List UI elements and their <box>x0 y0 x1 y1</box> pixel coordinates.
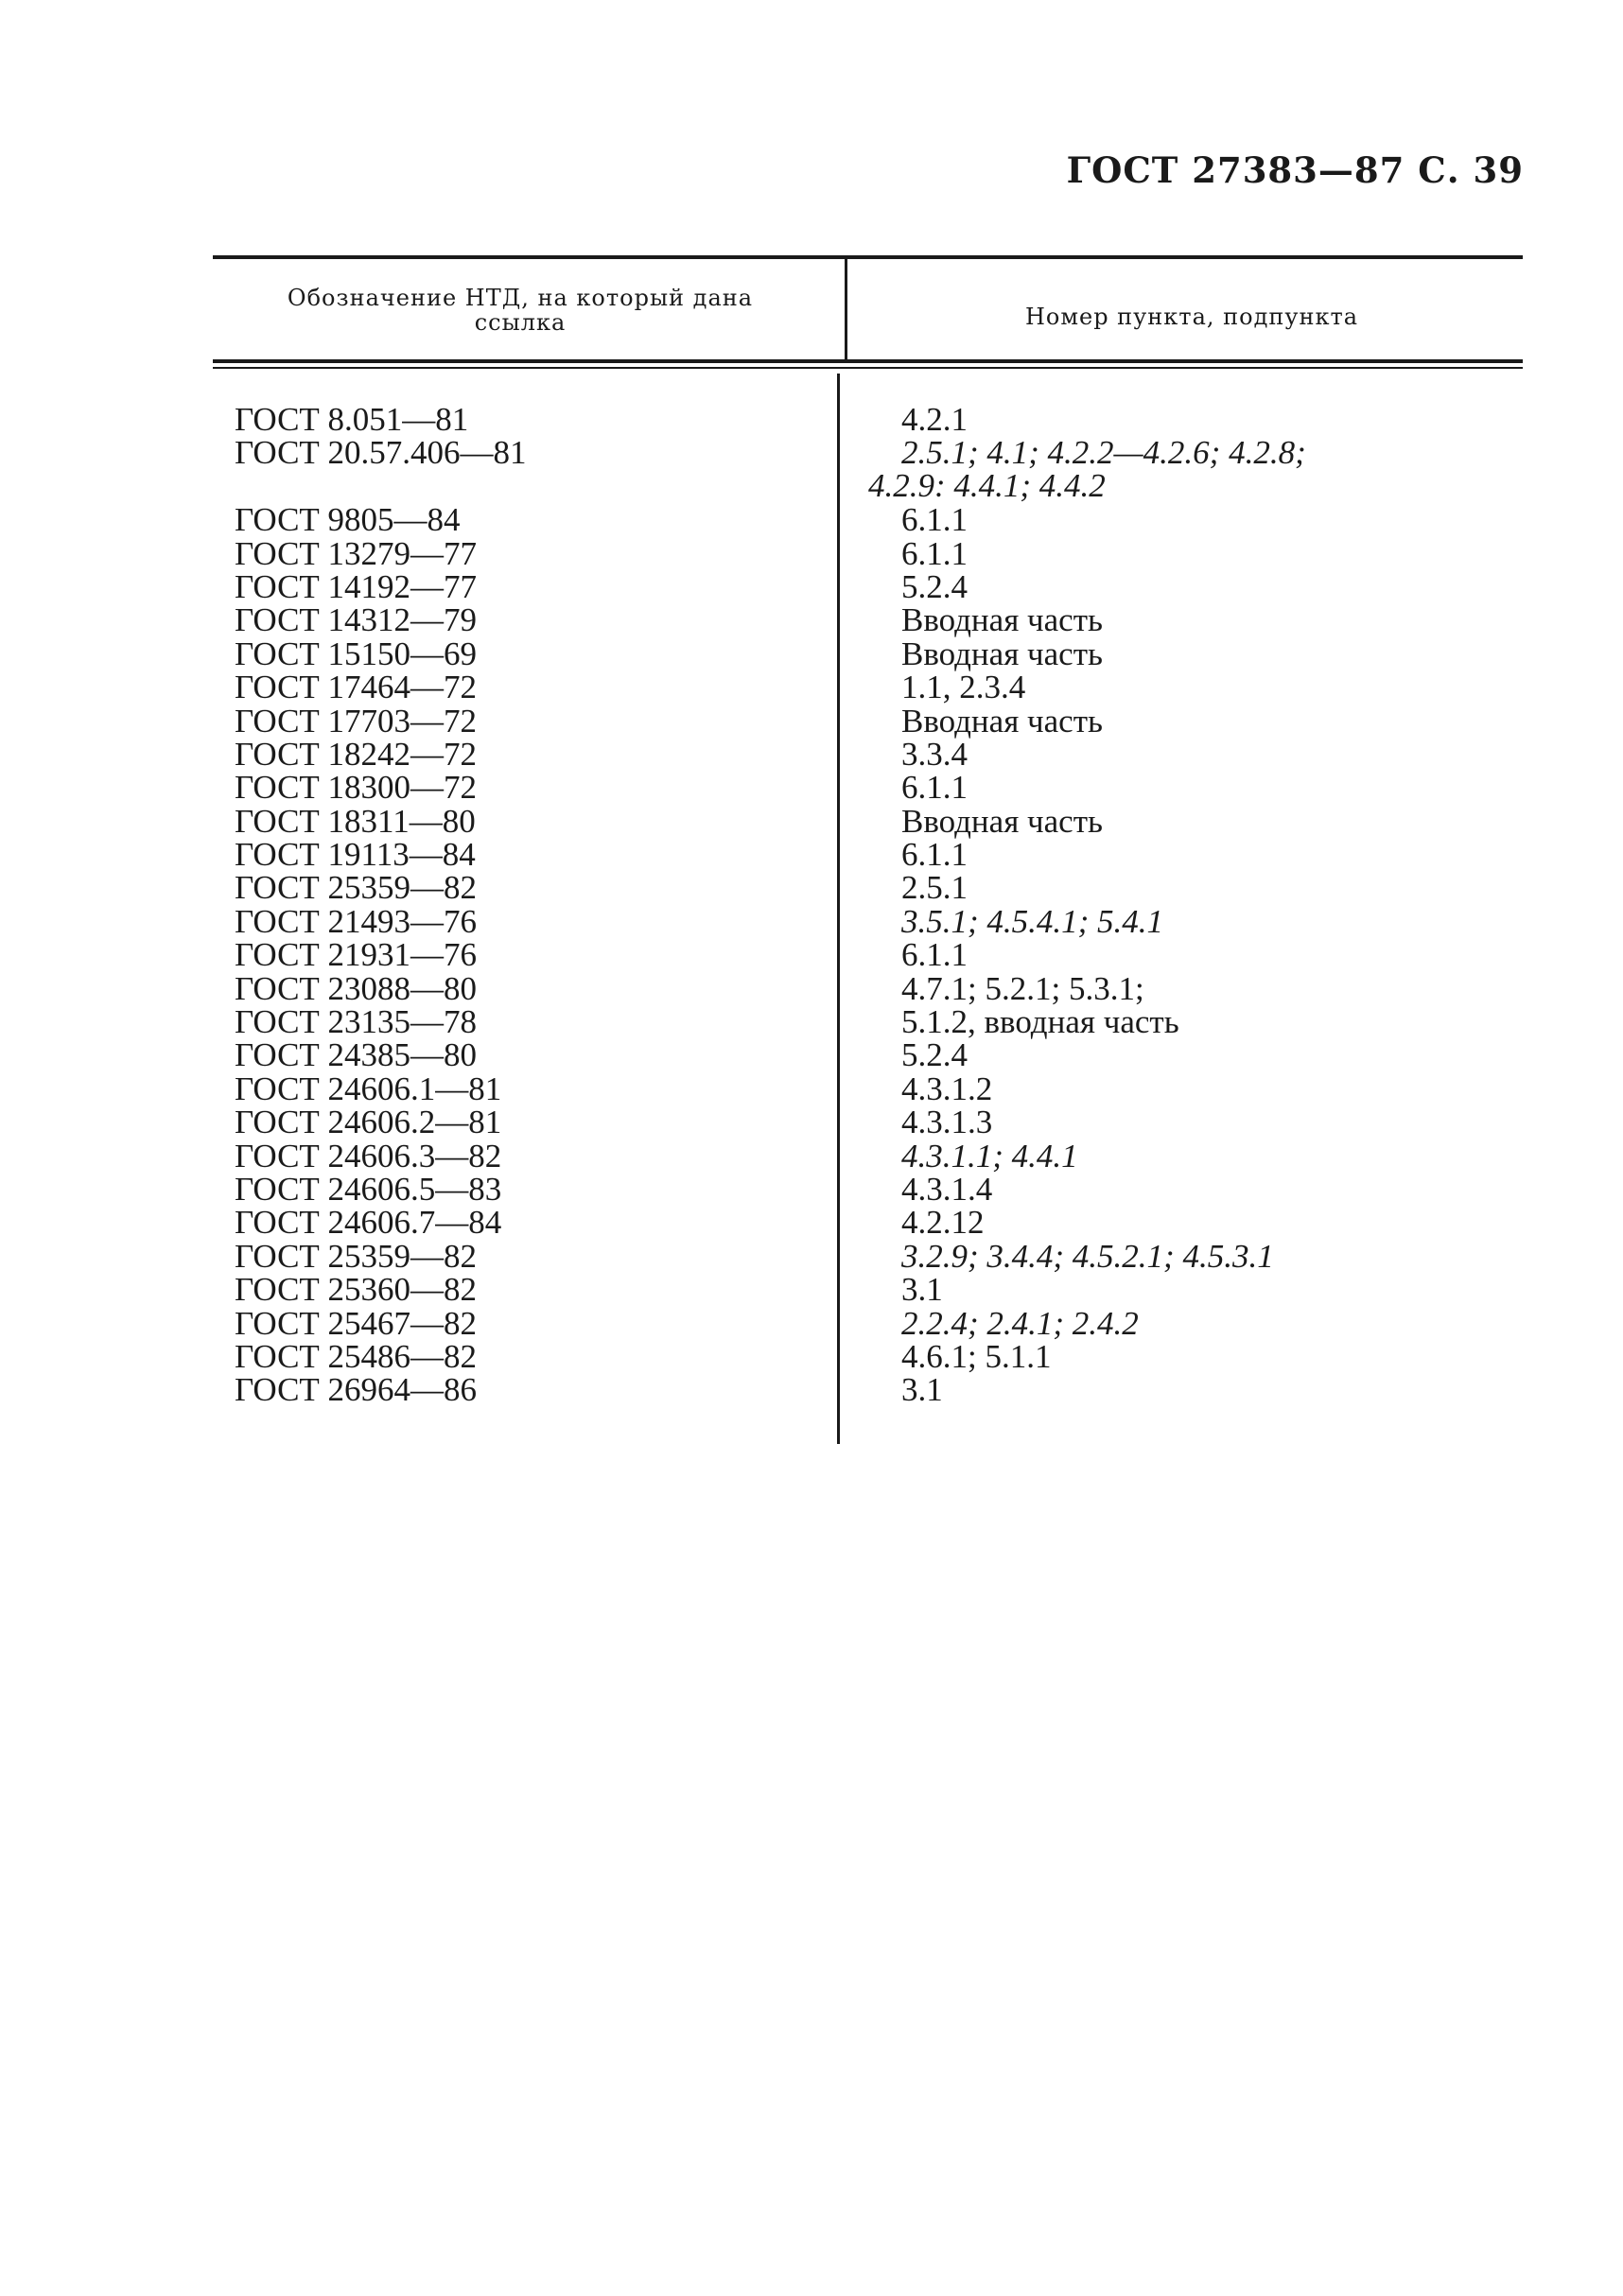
ntd-reference: ГОСТ 14312—79 <box>235 601 478 639</box>
item-numbers-text: 2.5.1 <box>901 869 968 907</box>
ntd-reference: ГОСТ 18300—72 <box>235 769 478 807</box>
item-numbers-text: 6.1.1 <box>901 836 968 874</box>
column-header-item: Номер пункта, подпункта <box>1024 304 1359 330</box>
ntd-reference: ГОСТ 24606.2—81 <box>235 1104 502 1141</box>
item-numbers-text: Вводная часть <box>901 635 1103 672</box>
header-column-divider <box>845 257 847 361</box>
item-numbers-text: 1.1, 2.3.4 <box>901 669 1026 706</box>
ntd-reference: ГОСТ 25486—82 <box>235 1337 478 1375</box>
table-row <box>0 1371 1623 1409</box>
item-numbers <box>901 1173 992 1206</box>
item-numbers <box>901 769 968 807</box>
item-numbers-text: 4.3.1.2 <box>901 1070 993 1107</box>
ntd-reference: ГОСТ 8.051—81 <box>235 401 469 438</box>
table-top-rule <box>213 255 1523 259</box>
table-row <box>0 1237 1623 1275</box>
item-numbers-text: 4.6.1; 5.1.1 <box>901 1337 1052 1375</box>
table-row <box>0 969 1623 1007</box>
item-numbers-text: 4.2.12 <box>901 1204 985 1242</box>
item-numbers <box>901 1003 1179 1041</box>
table-row <box>0 534 1623 572</box>
item-numbers-text: 3.3.4 <box>901 735 968 773</box>
item-numbers <box>901 1271 943 1309</box>
ntd-reference: ГОСТ 24606.3—82 <box>235 1137 502 1174</box>
item-numbers-text: 6.1.1 <box>901 534 968 572</box>
table-row <box>0 1105 1623 1139</box>
page-header: ГОСТ 27383—87 С. 39 <box>1066 149 1524 191</box>
ntd-reference: ГОСТ 25360—82 <box>235 1271 478 1309</box>
ntd-reference: ГОСТ 21493—76 <box>235 902 478 940</box>
item-numbers <box>901 902 1164 940</box>
header-bottom-rule-thin <box>213 367 1523 369</box>
ntd-reference: ГОСТ 14192—77 <box>235 567 478 605</box>
item-numbers <box>901 1304 1139 1342</box>
table-row <box>0 1139 1623 1173</box>
ntd-reference: ГОСТ 20.57.406—81 <box>235 434 527 472</box>
item-numbers <box>901 637 1103 670</box>
item-numbers-text: 3.2.9; 3.4.4; 4.5.2.1; 4.5.3.1 <box>901 1237 1274 1275</box>
item-numbers <box>901 936 968 974</box>
item-numbers <box>901 735 968 773</box>
ntd-reference: ГОСТ 18242—72 <box>235 735 478 773</box>
table-row <box>0 637 1623 670</box>
item-numbers-text: 3.1 <box>901 1271 943 1309</box>
ntd-reference: ГОСТ 15150—69 <box>235 635 478 672</box>
item-numbers-text: Вводная часть <box>901 702 1103 739</box>
ntd-reference: ГОСТ 18311—80 <box>235 802 476 840</box>
item-numbers-text: 5.2.4 <box>901 567 968 605</box>
ntd-reference: ГОСТ 24606.1—81 <box>235 1070 502 1107</box>
ntd-reference: ГОСТ 24385—80 <box>235 1036 478 1074</box>
item-numbers <box>901 670 1025 704</box>
table-row <box>0 869 1623 907</box>
item-numbers-text: 4.7.1; 5.2.1; 5.3.1; <box>901 969 1144 1007</box>
table-row <box>0 1337 1623 1375</box>
ntd-reference: ГОСТ 26964—86 <box>235 1371 478 1409</box>
ntd-reference: ГОСТ 9805—84 <box>235 501 461 539</box>
column-header-ntd: Обозначение НТД, на который дана ссылка <box>287 285 754 336</box>
item-numbers <box>901 567 968 605</box>
item-numbers-continuation: 4.2.9: 4.4.1; 4.4.2 <box>868 467 1106 505</box>
ntd-reference: ГОСТ 19113—84 <box>235 836 476 874</box>
item-numbers-text: Вводная часть <box>901 802 1103 840</box>
table-row <box>0 501 1623 539</box>
item-numbers-text: 5.2.4 <box>901 1036 968 1074</box>
item-numbers <box>901 1204 985 1242</box>
table-row <box>0 902 1623 940</box>
item-numbers-text: 4.3.1.4 <box>901 1171 993 1208</box>
table-row <box>0 1204 1623 1242</box>
item-numbers <box>901 501 968 539</box>
item-numbers-text: 3.1 <box>901 1371 943 1409</box>
ntd-reference: ГОСТ 23135—78 <box>235 1003 478 1041</box>
ntd-reference: ГОСТ 17703—72 <box>235 702 478 739</box>
table-row <box>0 1036 1623 1074</box>
item-numbers <box>868 434 1306 505</box>
ntd-reference: ГОСТ 13279—77 <box>235 534 478 572</box>
table-row <box>0 1003 1623 1041</box>
ntd-reference: ГОСТ 17464—72 <box>235 669 478 706</box>
table-row <box>0 567 1623 605</box>
item-numbers-text: 6.1.1 <box>901 501 968 539</box>
item-numbers <box>901 1337 1052 1375</box>
ntd-reference: ГОСТ 25359—82 <box>235 869 478 907</box>
item-numbers <box>901 1237 1274 1275</box>
ntd-reference: ГОСТ 24606.7—84 <box>235 1204 502 1242</box>
table-row <box>0 769 1623 807</box>
table-row <box>0 1173 1623 1206</box>
item-numbers <box>901 1072 992 1105</box>
item-numbers-text: 6.1.1 <box>901 936 968 974</box>
item-numbers <box>901 601 1103 639</box>
item-numbers-text: 4.2.1 <box>901 401 968 438</box>
item-numbers-text: 4.3.1.3 <box>901 1104 993 1141</box>
table-row <box>0 704 1623 738</box>
item-numbers <box>901 869 968 907</box>
item-numbers-text: Вводная часть <box>901 601 1103 639</box>
item-numbers-text: 3.5.1; 4.5.4.1; 5.4.1 <box>901 902 1164 940</box>
table-row <box>0 802 1623 840</box>
ntd-reference: ГОСТ 21931—76 <box>235 936 478 974</box>
table-row <box>0 1304 1623 1342</box>
item-numbers-text: 2.2.4; 2.4.1; 2.4.2 <box>901 1304 1139 1342</box>
item-numbers-text: 6.1.1 <box>901 769 968 807</box>
table-row <box>0 735 1623 773</box>
table-row <box>0 936 1623 974</box>
item-numbers <box>901 836 968 874</box>
table-body <box>0 403 1623 1407</box>
item-numbers <box>901 969 1144 1007</box>
table-row <box>0 1072 1623 1105</box>
item-numbers-text: 4.3.1.1; 4.4.1 <box>901 1137 1078 1174</box>
item-numbers <box>901 704 1103 738</box>
ntd-reference: ГОСТ 23088—80 <box>235 969 478 1007</box>
table-row <box>0 836 1623 874</box>
item-numbers-text: 2.5.1; 4.1; 4.2.2—4.2.6; 4.2.8; <box>901 434 1306 472</box>
item-numbers <box>901 1036 968 1074</box>
table-row <box>0 1271 1623 1309</box>
item-numbers <box>901 1105 992 1139</box>
item-numbers <box>901 534 968 572</box>
item-numbers <box>901 403 968 436</box>
ntd-reference: ГОСТ 24606.5—83 <box>235 1171 502 1208</box>
item-numbers-text: 5.1.2, вводная часть <box>901 1003 1179 1041</box>
table-row <box>0 601 1623 639</box>
table-row <box>0 436 1623 503</box>
item-numbers <box>901 1371 943 1409</box>
table-row <box>0 670 1623 704</box>
item-numbers <box>901 1139 1078 1173</box>
ntd-reference: ГОСТ 25467—82 <box>235 1304 478 1342</box>
ntd-reference: ГОСТ 25359—82 <box>235 1237 478 1275</box>
item-numbers <box>901 802 1103 840</box>
table-row <box>0 403 1623 436</box>
header-bottom-rule <box>213 359 1523 363</box>
